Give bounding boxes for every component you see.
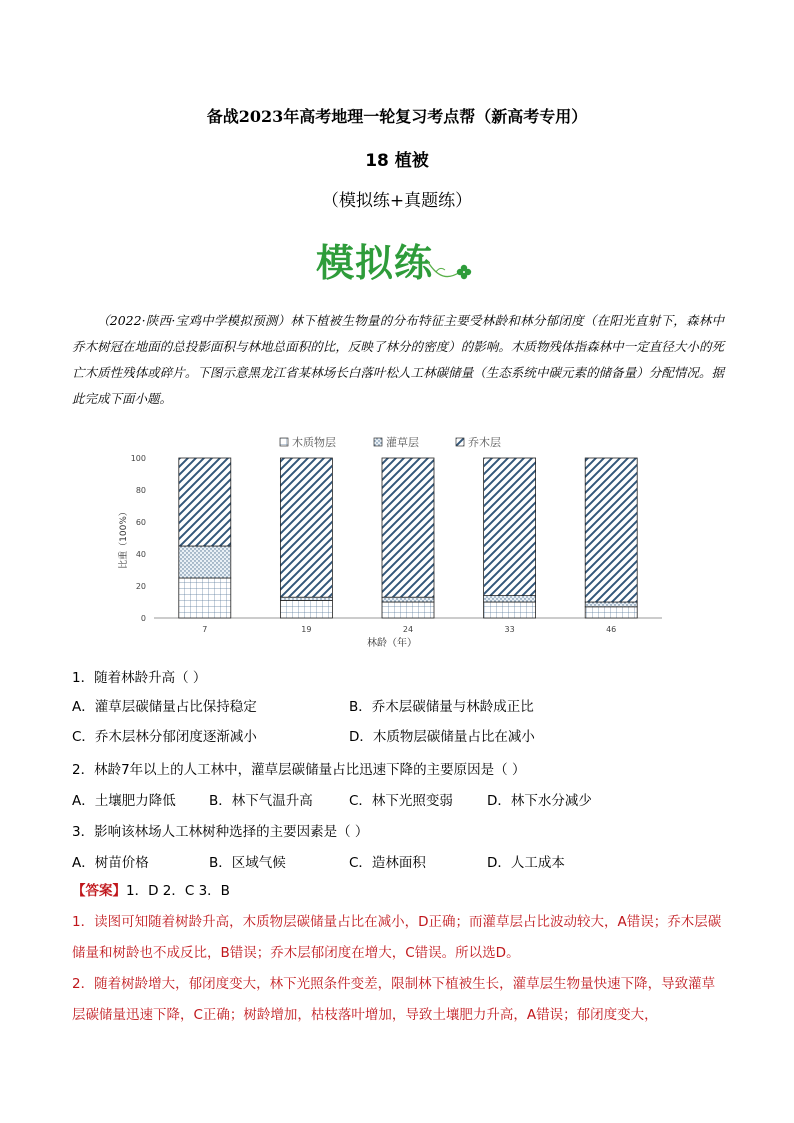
x-tick-label: 33: [504, 625, 515, 634]
x-tick-label: 46: [606, 625, 617, 634]
bar-segment-1-46: [585, 607, 637, 618]
q2-option-b: B．林下气温升高: [209, 793, 313, 809]
answer-line: [72, 879, 230, 899]
question-2: 2．林龄7年以上的人工林中，灌草层碳储量占比迅速下降的主要原因是（ ）: [72, 762, 526, 778]
y-tick-label: 100: [130, 454, 146, 463]
legend-label: 灌草层: [386, 436, 419, 449]
bar-segment-3-46: [585, 458, 637, 602]
bar-segment-1-24: [382, 602, 434, 618]
bar-segment-1-19: [280, 600, 332, 618]
bar-segment-2-7: [179, 546, 231, 578]
bar-segment-1-7: [179, 578, 231, 618]
y-tick-label: 0: [140, 614, 146, 623]
legend-label: 木质物层: [292, 436, 336, 449]
x-tick-label: 24: [402, 625, 414, 634]
clover-icon: [457, 265, 471, 279]
bar-segment-3-7: [179, 458, 231, 546]
q2-option-a: A．土壤肥力降低: [72, 793, 176, 809]
document-title: 备战2023年高考地理一轮复习考点帮（新高考专用）: [206, 107, 588, 126]
answer-values: 1．D 2．C 3．B: [126, 883, 230, 899]
q3-option-b: B．区域气候: [209, 855, 286, 871]
q2-option-c: C．林下光照变弱: [349, 793, 453, 809]
q3-option-d: D．人工成本: [487, 855, 565, 871]
bar-segment-2-46: [585, 602, 637, 607]
x-axis-label: 林龄（年）: [367, 638, 417, 649]
chapter-title: 18 植被: [365, 151, 429, 171]
q3-option-c: C．造林面积: [349, 855, 426, 871]
chart-legend: [280, 435, 501, 449]
bar-segment-3-24: [382, 458, 434, 597]
practice-type: （模拟练+真题练）: [321, 191, 473, 211]
carbon-storage-chart: [118, 432, 678, 654]
bar-segment-3-19: [280, 458, 332, 597]
vine-decoration: [316, 232, 476, 286]
y-tick-label: 20: [135, 582, 146, 591]
legend-swatch: [456, 438, 464, 446]
q1-option-c: C．乔木层林分郁闭度逐渐减小: [72, 729, 257, 745]
bar-segment-3-33: [484, 458, 536, 596]
explanation-1: 1．读图可知随着树龄升高，木质物层碳储量占比在减小，D正确；而灌草层占比波动较大，A错误；乔木层碳储量和树龄也不成反比，B错误；乔木层郁闭度在增大，C错误。所以选D。: [72, 914, 722, 961]
intro-paragraph: （2022·陕西·宝鸡中学模拟预测）林下植被生物量的分布特征主要受林龄和林分郁闭度（在阳光直射下，森林中乔木树冠在地面的总投影面积与林地总面积的比，反映了林分的密度）的影响。木质物残体指森林中一定直径大小的死亡木质性残体或碎片。下图示意黑龙江省某林场长白落叶松人工林碳储量（生态系统中碳元素的储备量）分配情况。据此完成下面小题。: [72, 313, 724, 406]
legend-label: 乔木层: [468, 436, 501, 449]
q1-option-b: B．乔木层碳储量与林龄成正比: [349, 699, 534, 715]
question-1: 1．随着林龄升高（ ）: [72, 670, 207, 686]
y-tick-label: 60: [135, 518, 146, 527]
bar-segment-2-33: [484, 596, 536, 602]
legend-swatch: [374, 438, 382, 446]
bar-segment-2-19: [280, 597, 332, 600]
logo-text: 模拟练: [316, 241, 434, 285]
y-tick-label: 40: [135, 550, 146, 559]
section-logo: [316, 232, 476, 286]
q2-option-d: D．林下水分减少: [487, 793, 592, 809]
explanation-2: 2．随着树龄增大，郁闭度变大，林下光照条件变差，限制林下植被生长，灌草层生物量快速下降，导致灌草层碳储量迅速下降，C正确；树龄增加，枯枝落叶增加，导致土壤肥力升高，A错误；郁闭度变大，: [72, 976, 716, 1023]
q1-option-d: D．木质物层碳储量占比在减小: [349, 729, 535, 745]
x-tick-label: 7: [202, 625, 208, 634]
y-tick-label: 80: [135, 486, 146, 495]
answer-tag: 【答案】: [72, 883, 126, 899]
q1-option-a: A．灌草层碳储量占比保持稳定: [72, 699, 257, 715]
chart-bars: [179, 458, 637, 618]
bar-segment-1-33: [484, 602, 536, 618]
question-3: 3．影响该林场人工林树种选择的主要因素是（ ）: [72, 824, 369, 840]
bar-segment-2-24: [382, 597, 434, 602]
y-axis-label: 比重（100%）: [119, 507, 129, 569]
legend-swatch: [280, 438, 288, 446]
x-tick-label: 19: [301, 625, 312, 634]
q3-option-a: A．树苗价格: [72, 855, 149, 871]
